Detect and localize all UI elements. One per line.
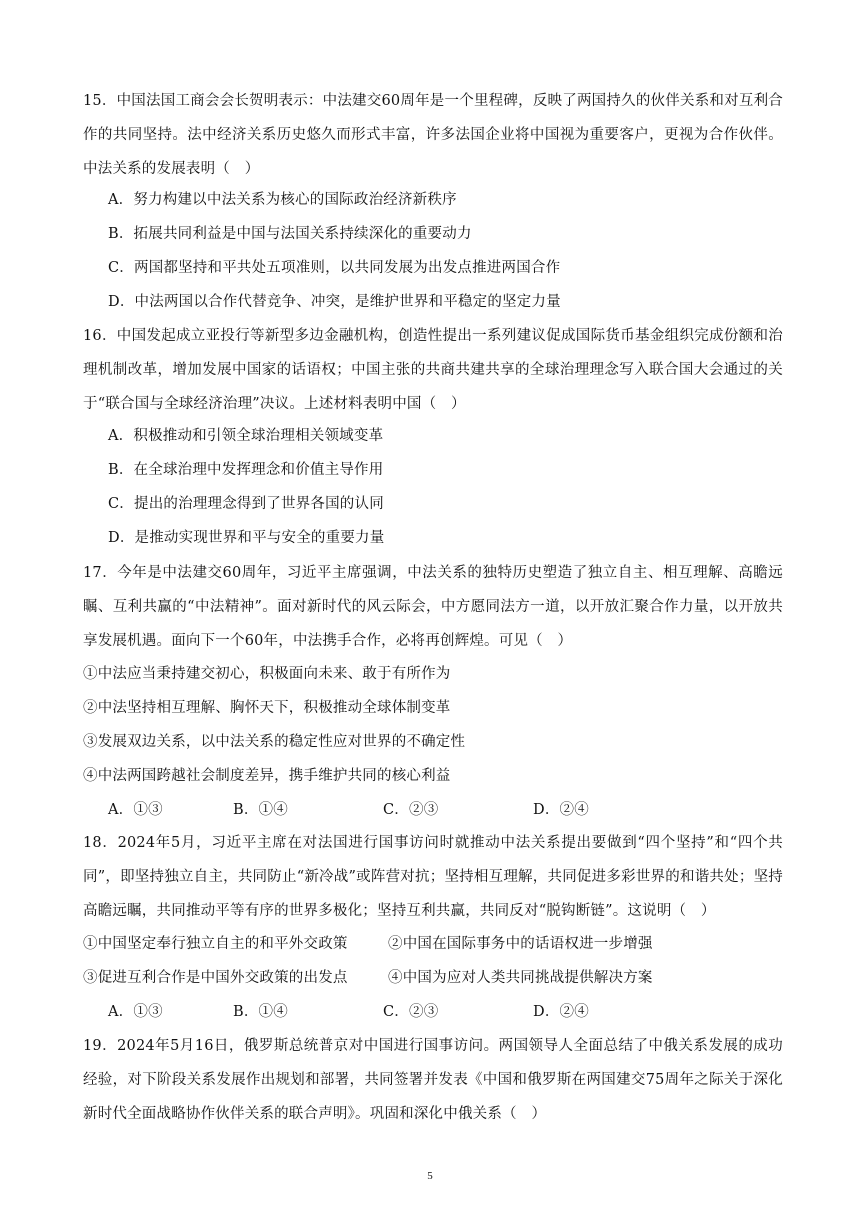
question-18-item-2: ②中国在国际事务中的话语权进一步增强 [388,936,653,952]
page-number: 5 [427,1170,433,1182]
question-19-stem: 19．2024年5月16日，俄罗斯总统普京对中国进行国事访问。两国领导人全面总结了中俄关系发展的成功经验，对下阶段关系发展作出规划和部署，共同签署并发表《中国和俄罗斯在两国建交75周年之际关于深化新时代全面战略协作伙伴关系的联合声明》。巩固和深化中俄关系（ ） [83,1038,783,1122]
question-15-option-b: B．拓展共同利益是中国与法国关系持续深化的重要动力 [108,226,472,242]
question-18-item-3: ③促进互利合作是中国外交政策的出发点 [83,970,348,986]
question-15-stem: 15．中国法国工商会会长贺明表示：中法建交60周年是一个里程碑，反映了两国持久的伙伴关系和对互利合作的共同坚持。法中经济关系历史悠久而形式丰富，许多法国企业将中国视为重要客户，更视为合作伙伴。中法关系的发展表明（ ） [83,93,783,177]
question-17-item-3: ③发展双边关系，以中法关系的稳定性应对世界的不确定性 [83,734,466,750]
question-18-choice-a: A．①③ [108,1004,163,1020]
question-18-choice-c: C．②③ [383,1004,439,1020]
question-17-item-2: ②中法坚持相互理解、胸怀天下，积极推动全球体制变革 [83,700,451,716]
question-16-option-b: B．在全球治理中发挥理念和价值主导作用 [108,462,384,478]
question-15-option-d: D．中法两国以合作代替竞争、冲突，是维护世界和平稳定的坚定力量 [108,294,561,310]
question-16-option-c: C．提出的治理理念得到了世界各国的认同 [108,496,384,512]
question-17-item-1: ①中法应当秉持建交初心，积极面向未来、敢于有所作为 [83,666,451,682]
question-15-option-a: A．努力构建以中法关系为核心的国际政治经济新秩序 [108,192,457,208]
question-18-item-1: ①中国坚定奉行独立自主的和平外交政策 [83,936,348,952]
question-18-choice-d: D．②④ [533,1004,589,1020]
question-18-choice-b: B．①④ [233,1004,288,1020]
question-18-stem: 18．2024年5月，习近平主席在对法国进行国事访问时就推动中法关系提出要做到“四个坚持”和“四个共同”，即坚持独立自主，共同防止“新冷战”或阵营对抗；坚持相互理解，共同促进多彩世界的和谐共处；坚持高瞻远瞩，共同推动平等有序的世界多极化；坚持互利共赢，共同反对“脱钩断链”。这说明（ ） [83,835,783,919]
question-15-option-c: C．两国都坚持和平共处五项准则，以共同发展为出发点推进两国合作 [108,260,561,276]
question-17-stem: 17．今年是中法建交60周年，习近平主席强调，中法关系的独特历史塑造了独立自主、相互理解、高瞻远瞩、互利共赢的“中法精神”。面对新时代的风云际会，中方愿同法方一道，以开放汇聚合作力量，以开放共享发展机遇。面向下一个60年，中法携手合作，必将再创辉煌。可见（ ） [83,565,783,649]
question-16-stem: 16．中国发起成立亚投行等新型多边金融机构，创造性提出一系列建议促成国际货币基金组织完成份额和治理机制改革，增加发展中国家的话语权；中国主张的共商共建共享的全球治理理念写入联合国大会通过的关于“联合国与全球经济治理”决议。上述材料表明中国（ ） [83,328,783,412]
question-17-item-4: ④中法两国跨越社会制度差异，携手维护共同的核心利益 [83,768,451,784]
question-16-option-a: A．积极推动和引领全球治理相关领域变革 [108,428,384,444]
question-16-option-d: D．是推动实现世界和平与安全的重要力量 [108,530,385,546]
question-18-item-4: ④中国为应对人类共同挑战提供解决方案 [388,970,653,986]
question-17-choice-b: B．①④ [233,802,288,818]
question-17-choice-d: D．②④ [533,802,589,818]
question-17-choice-a: A．①③ [108,802,163,818]
question-17-choice-c: C．②③ [383,802,439,818]
